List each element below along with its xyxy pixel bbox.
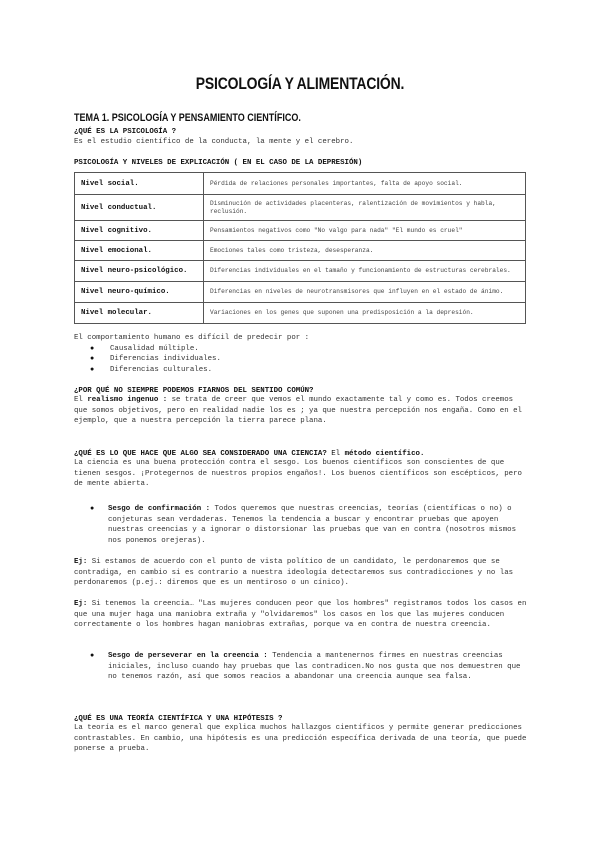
level-description: Diferencias en niveles de neurotransmisores que influyen en el estado de ánimo. bbox=[204, 282, 526, 303]
level-description: Variaciones en los genes que suponen una predisposición a la depresión. bbox=[204, 303, 526, 324]
question-teoria bbox=[74, 715, 530, 755]
list-item-text: Diferencias individuales. bbox=[110, 355, 221, 364]
level-description: Pensamientos negativos como "No valgo para nada" "El mundo es cruel" bbox=[204, 221, 526, 241]
table-row bbox=[75, 282, 526, 303]
list-item bbox=[74, 354, 530, 365]
question-heading: ¿POR QUÉ NO SIEMPRE PODEMOS FIARNOS DEL SENTIDO COMÚN? bbox=[74, 387, 314, 395]
question-answer: La ciencia es una buena protección contra el sesgo. Los buenos científicos son conscientes de que tienen sesgos. ¡Protegernos de nuestros propios engaños!. Los buenos científicos son escépticos, pero de mente abierta. bbox=[74, 459, 522, 489]
sesgo-perseverar-item: ● Sesgo de perseverar en la creencia : Tendencia a mantenernos firmes en nuestras creencias iniciales, incluso cuando hay pruebas que las contradicen.No nos gusta que nos demuestren que no tenemos razón, así que somos reacios a abandonar una creencia aunque sea falsa. bbox=[90, 651, 521, 682]
example-1: Ej: Si estamos de acuerdo con el punto de vista político de un candidato, le perdonaremos que se contradiga, en cambio si es contrario a nuestra ideología detectaremos sus contradicciones y no las perdonaremos (p.ej.: diremos que es un mentiroso o un cínico). bbox=[74, 558, 514, 588]
document-title: PSICOLOGÍA Y ALIMENTACIÓN. bbox=[195, 74, 405, 93]
list-item bbox=[74, 365, 530, 376]
list-item-text: Diferencias culturales. bbox=[110, 365, 213, 374]
tema-heading: TEMA 1. PSICOLOGÍA Y PENSAMIENTO CIENTÍFICO. bbox=[74, 112, 301, 124]
table-row bbox=[75, 303, 526, 324]
question-psicologia bbox=[74, 128, 530, 148]
level-description: Diferencias individuales en el tamaño y funcionamiento de estructuras cerebrales. bbox=[204, 261, 526, 282]
example-label: Ej: bbox=[74, 600, 88, 608]
sesgo-confirmacion-item: ● Sesgo de confirmación : Todos queremos que nuestras creencias, teorías (científicas o no) o conjeturas sean verdaderas. Tenemos la tendencia a buscar y encontrar pruebas que apoyen nuestras creencias y a ignorar o distorsionar las pruebas que van en contra (nosotros mismos nos ponemos orejeras). bbox=[90, 504, 517, 545]
question-ciencia bbox=[74, 450, 530, 490]
table-row bbox=[75, 195, 526, 221]
level-name: Nivel cognitivo. bbox=[75, 221, 204, 241]
term-sesgo-confirmacion: Sesgo de confirmación : bbox=[108, 505, 211, 513]
question-sentido-comun bbox=[74, 387, 530, 427]
question-heading: ¿QUÉ ES UNA TEORÍA CIENTÍFICA Y UNA HIPÓTESIS ? bbox=[74, 715, 283, 723]
question-answer: La teoría es el marco general que explica muchos hallazgos científicos y permite generar predicciones contrastables. En cambio, una hipótesis es una predicción específica derivada de una teoría, que puede ponerse a prueba. bbox=[74, 724, 527, 754]
bullet-icon: ● bbox=[90, 651, 95, 659]
question-answer: El realismo ingenuo : se trata de creer que vemos el mundo exactamente tal y como es. Todos creemos que somos objetivos, pero en realidad nadie los es ; ya que nuestra percepción nos engaña. Como en el ejemplo, que a nuestra percepción la tierra parece plana. bbox=[74, 396, 522, 426]
level-name: Nivel neuro-químico. bbox=[75, 282, 204, 303]
level-name: Nivel conductual. bbox=[75, 195, 204, 221]
bullet-icon: ● bbox=[90, 344, 95, 353]
behaviour-list bbox=[74, 344, 530, 376]
bullet-icon: ● bbox=[90, 355, 95, 364]
list-item-text: Causalidad múltiple. bbox=[110, 344, 199, 353]
section-tema-1 bbox=[74, 112, 530, 124]
table-row bbox=[75, 241, 526, 261]
levels-table bbox=[74, 172, 526, 324]
behaviour-section bbox=[74, 333, 530, 375]
term-realismo-ingenuo: realismo ingenuo : bbox=[87, 396, 168, 404]
term-sesgo-perseverar: Sesgo de perseverar en la creencia : bbox=[108, 652, 268, 660]
list-item bbox=[74, 344, 530, 355]
example-label: Ej: bbox=[74, 558, 88, 566]
level-name: Nivel emocional. bbox=[75, 241, 204, 261]
bullet-icon: ● bbox=[90, 365, 95, 374]
question-heading: ¿QUÉ ES LO QUE HACE QUE ALGO SEA CONSIDERADO UNA CIENCIA? El método científico. bbox=[74, 450, 425, 458]
level-description: Emociones tales como tristeza, desesperanza. bbox=[204, 241, 526, 261]
example-2: Ej: Si tenemos la creencia… "Las mujeres conducen peor que los hombres" registramos todos los casos en que una mujer haga una maniobra extraña y "olvidaremos" los casos en los que las mujeres conducen correctamente o los hombres hagan maniobras extrañas, porque va en contra de nuestra creencia. bbox=[74, 600, 527, 630]
level-description: Disminución de actividades placenteras, ralentización de movimientos y habla, reclusión. bbox=[204, 195, 526, 221]
table-title: PSICOLOGÍA Y NIVELES DE EXPLICACIÓN ( EN EL CASO DE LA DEPRESIÓN) bbox=[74, 159, 363, 167]
level-name: Nivel social. bbox=[75, 173, 204, 195]
level-description: Pérdida de relaciones personales importantes, falta de apoyo social. bbox=[204, 173, 526, 195]
table-row bbox=[75, 261, 526, 282]
table-row bbox=[75, 221, 526, 241]
question-answer: Es el estudio científico de la conducta, la mente y el cerebro. bbox=[74, 138, 354, 146]
behaviour-intro: El comportamiento humano es difícil de predecir por : bbox=[74, 334, 310, 342]
level-name: Nivel neuro-psicológico. bbox=[75, 261, 204, 282]
bullet-icon: ● bbox=[90, 504, 95, 512]
table-heading bbox=[74, 159, 530, 167]
level-name: Nivel molecular. bbox=[75, 303, 204, 324]
question-heading: ¿QUÉ ES LA PSICOLOGÍA ? bbox=[74, 128, 177, 136]
table-row bbox=[75, 173, 526, 195]
